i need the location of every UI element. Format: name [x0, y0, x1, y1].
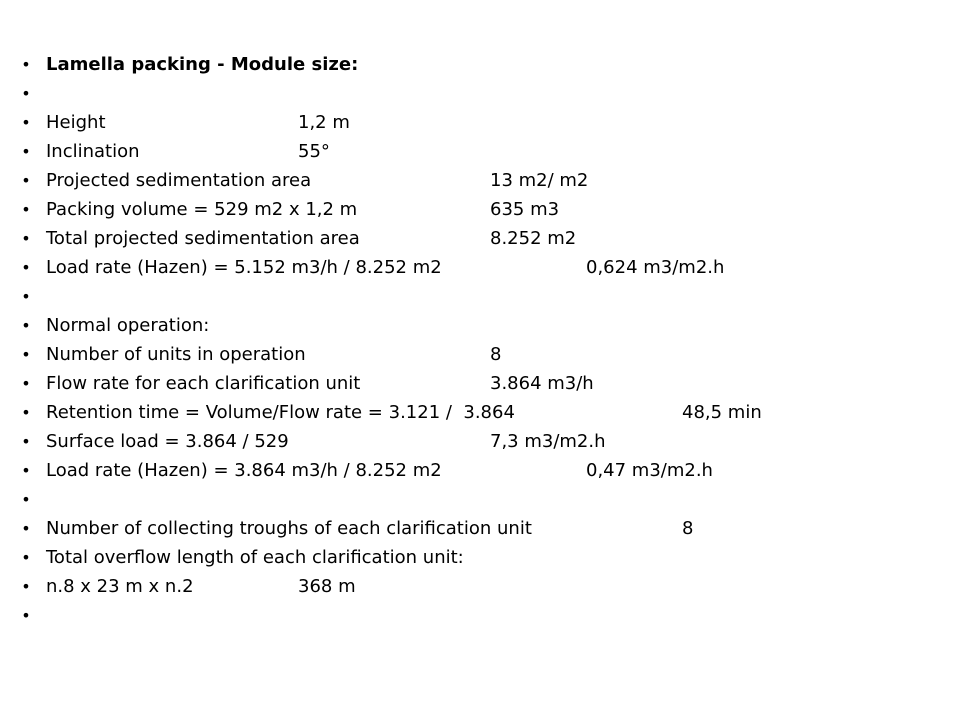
item-value: 55°: [298, 141, 330, 162]
bullet-item-surface-load: [20, 427, 940, 456]
bullet-dot-icon: •: [21, 490, 31, 509]
bullet-dot-icon: •: [21, 519, 31, 538]
bullet-dot-icon: •: [21, 55, 31, 74]
bullet-item-inclination: [20, 137, 940, 166]
bullet-item-empty: [20, 79, 940, 108]
bullet-dot-icon: •: [21, 374, 31, 393]
bullet-dot-icon: •: [21, 432, 31, 451]
section-heading: Lamella packing - Module size:: [46, 54, 359, 75]
item-value: 0,47 m3/m2.h: [586, 460, 713, 481]
item-label: Height: [46, 112, 106, 133]
item-label: Surface load = 3.864 / 529: [46, 431, 289, 452]
item-value: 13 m2/ m2: [490, 170, 589, 191]
bullet-item-packing-volume: [20, 195, 940, 224]
bullet-item-overflow-calc: [20, 572, 940, 601]
item-value: 7,3 m3/m2.h: [490, 431, 606, 452]
item-value: 635 m3: [490, 199, 560, 220]
item-label: Number of units in operation: [46, 344, 306, 365]
bullet-dot-icon: •: [21, 200, 31, 219]
item-value: 0,624 m3/m2.h: [586, 257, 725, 278]
item-label: Number of collecting troughs of each clarification unit: [46, 518, 532, 539]
bullet-item-normal-operation: [20, 311, 940, 340]
bullet-item-total-projected-area: [20, 224, 940, 253]
item-value: 8.252 m2: [490, 228, 577, 249]
bullet-item-empty: [20, 601, 940, 630]
bullet-dot-icon: •: [21, 316, 31, 335]
item-label: Packing volume = 529 m2 x 1,2 m: [46, 199, 358, 220]
bullet-dot-icon: •: [21, 403, 31, 422]
bullet-item-load-rate-1: [20, 253, 940, 282]
bullet-item-collecting-troughs: [20, 514, 940, 543]
item-value: 3.864 m3/h: [490, 373, 594, 394]
item-value: 368 m: [298, 576, 356, 597]
bullet-item-empty: [20, 485, 940, 514]
bullet-dot-icon: •: [21, 345, 31, 364]
item-value: 8: [490, 344, 502, 365]
item-value: 8: [682, 518, 694, 539]
item-label: Total overflow length of each clarification unit:: [46, 547, 464, 568]
bullet-item-units-in-operation: [20, 340, 940, 369]
bullet-dot-icon: •: [21, 142, 31, 161]
bullet-dot-icon: •: [21, 171, 31, 190]
bullet-dot-icon: •: [21, 461, 31, 480]
item-value: 1,2 m: [298, 112, 350, 133]
item-label: Flow rate for each clarification unit: [46, 373, 361, 394]
item-label: Projected sedimentation area: [46, 170, 312, 191]
bullet-dot-icon: •: [21, 287, 31, 306]
bullet-item-projected-area: [20, 166, 940, 195]
item-label: Inclination: [46, 141, 140, 162]
bullet-item-overflow-length: [20, 543, 940, 572]
item-label: n.8 x 23 m x n.2: [46, 576, 194, 597]
item-label: Load rate (Hazen) = 5.152 m3/h / 8.252 m2: [46, 257, 442, 278]
bullet-list: [20, 50, 940, 630]
bullet-dot-icon: •: [21, 577, 31, 596]
bullet-dot-icon: •: [21, 258, 31, 277]
bullet-item-title: [20, 50, 940, 79]
bullet-item-flow-rate: [20, 369, 940, 398]
item-label: Total projected sedimentation area: [46, 228, 360, 249]
item-label: Load rate (Hazen) = 3.864 m3/h / 8.252 m2: [46, 460, 442, 481]
bullet-dot-icon: •: [21, 113, 31, 132]
bullet-dot-icon: •: [21, 548, 31, 567]
item-value: 48,5 min: [682, 402, 762, 423]
bullet-item-load-rate-2: [20, 456, 940, 485]
section-heading: Normal operation:: [46, 315, 210, 336]
bullet-dot-icon: •: [21, 229, 31, 248]
bullet-item-height: [20, 108, 940, 137]
bullet-dot-icon: •: [21, 606, 31, 625]
bullet-dot-icon: •: [21, 84, 31, 103]
bullet-item-empty: [20, 282, 940, 311]
item-label: Retention time = Volume/Flow rate = 3.121 / 3.864: [46, 402, 515, 423]
bullet-item-retention-time: [20, 398, 940, 427]
